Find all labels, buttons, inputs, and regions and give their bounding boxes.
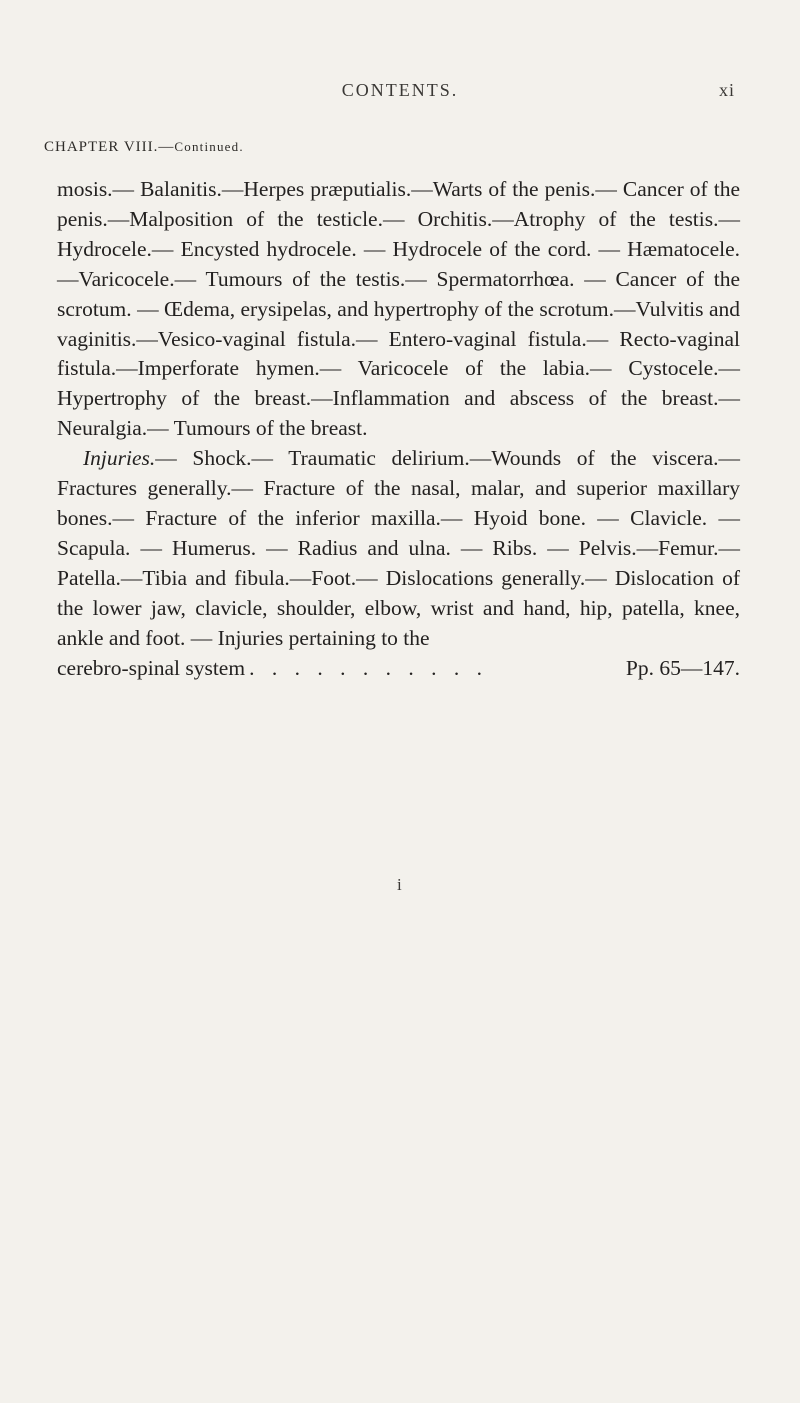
leader-line-text: cerebro-spinal system (57, 655, 246, 680)
running-title: CONTENTS. (341, 80, 459, 100)
contents-paragraph-1: mosis.— Balanitis.—Herpes præputialis.—Warts of the penis.— Cancer of the penis.—Malposition of the testicle.— Orchitis.—Atrophy of the testis.— Hydrocele.— Encysted hydrocele. — Hydrocele of the cord. — Hæmatocele.—Varicocele.— Tumours of the testis.— Spermatorrhœa. — Cancer of the scrotum. — Œdema, erysipelas, and hypertrophy of the scrotum.—Vulvitis and vaginitis.—Vesico-vaginal fistula.— Entero-vaginal fistula.— Recto-vaginal fistula.—Imperforate hymen.— Varicocele of the labia.— Cystocele.— Hypertrophy of the breast.—Inflammation and abscess of the breast.— Neuralgia.— Tumours of the breast. (57, 177, 740, 441)
contents-paragraph-2 (57, 444, 740, 653)
chapter-continued: Continued. (174, 139, 244, 154)
running-head (0, 80, 800, 110)
page-number: xi (718, 80, 735, 100)
contents-body (57, 175, 740, 683)
injuries-heading: Injuries. (83, 446, 156, 471)
dot-leaders: . . . . . . . . . . . (249, 655, 488, 680)
leader-line (57, 654, 740, 684)
stray-mark: i (397, 875, 402, 894)
page-range: Pp. 65—147. (625, 655, 740, 680)
injuries-text: — Shock.— Traumatic delirium.—Wounds of the viscera.— Fractures generally.— Fracture of the nasal, malar, and superior maxillary bones.— Fracture of the inferior maxilla.— Hyoid bone. — Clavicle. — Scapula. — Humerus. — Radius and ulna. — Ribs. — Pelvis.—Femur.—Patella.—Tibia and fibula.—Foot.— Dislocations generally.— Dislocation of the lower jaw, clavicle, shoulder, elbow, wrist and hand, hip, patella, knee, ankle and foot. — Injuries pertaining to the (57, 446, 740, 650)
chapter-heading (44, 139, 244, 156)
chapter-label: CHAPTER VIII.— (44, 139, 175, 155)
